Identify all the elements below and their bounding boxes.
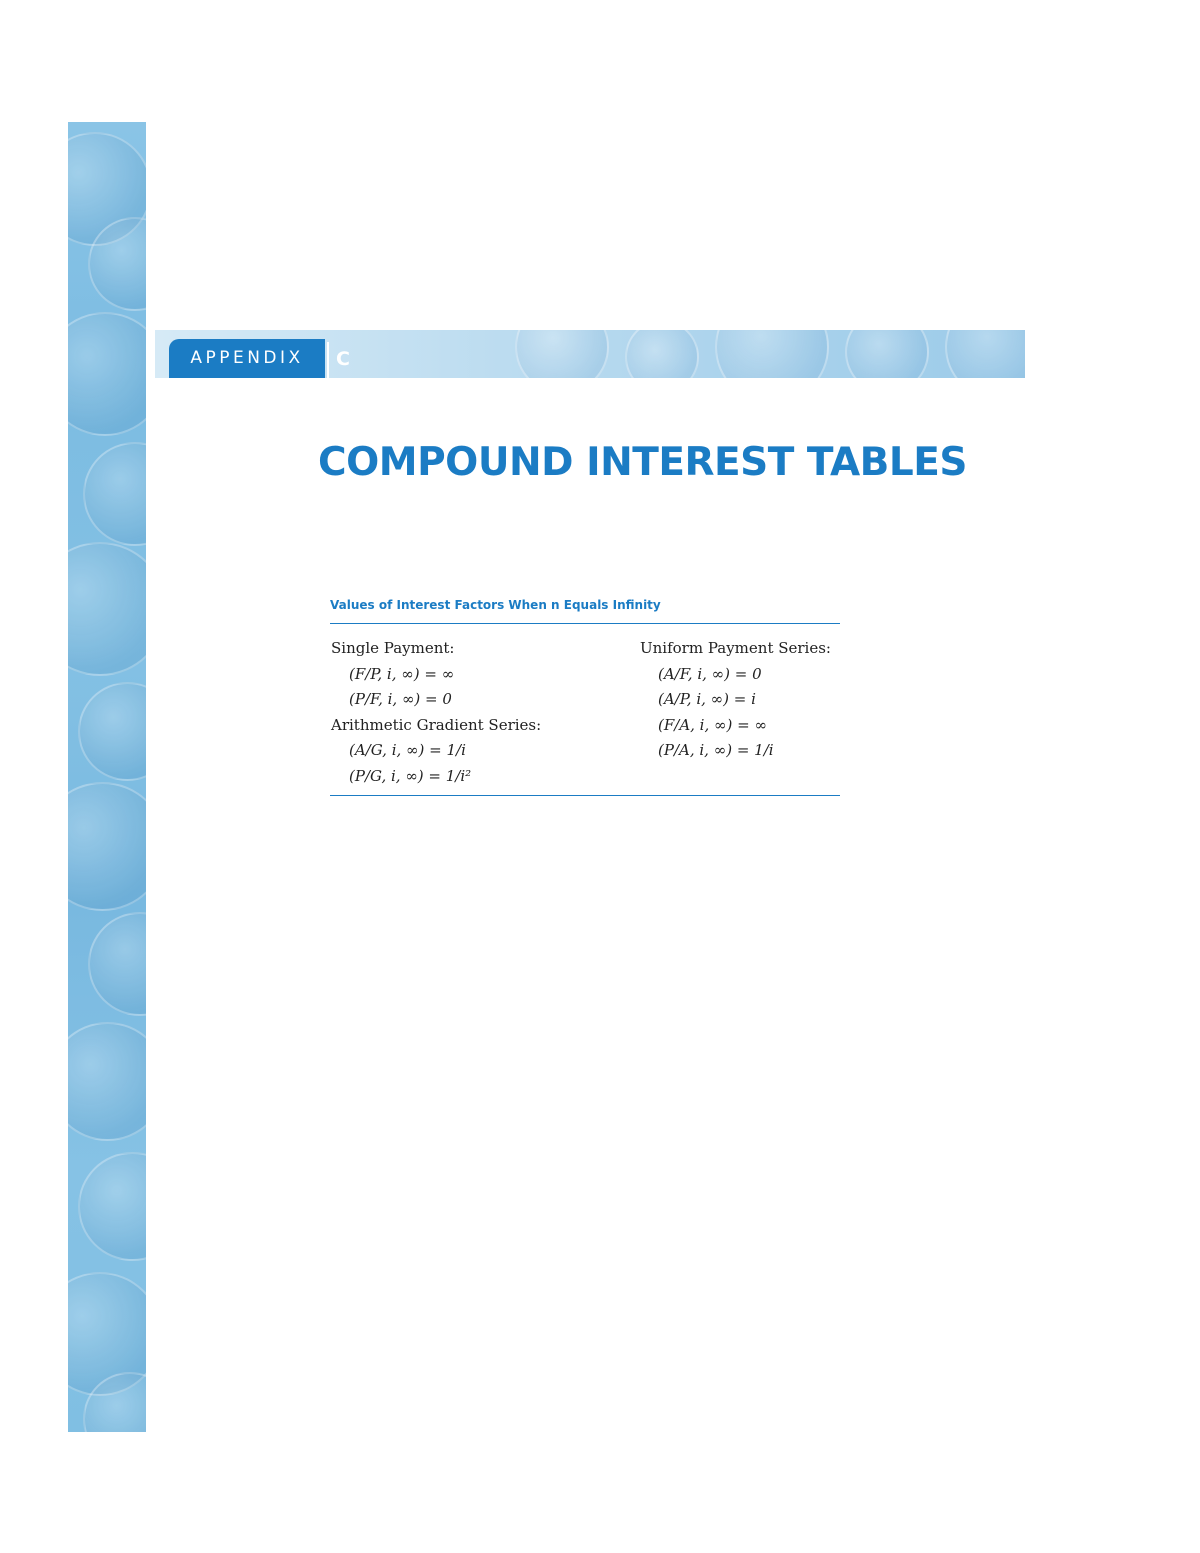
- table-bottom-rule: [330, 795, 840, 796]
- formula-pf: (P/F, i, ∞) = 0: [349, 690, 452, 708]
- table-caption-text: Values of Interest Factors When n Equals Infinity: [330, 598, 661, 612]
- right-column: [640, 636, 831, 764]
- formula-fp: (F/P, i, ∞) = ∞: [349, 664, 455, 683]
- table-caption: [330, 598, 661, 612]
- formula-ag: (A/G, i, ∞) = 1/i: [349, 741, 466, 759]
- appendix-letter: C: [336, 348, 350, 370]
- formula-fa: (F/A, i, ∞) = ∞: [658, 715, 767, 734]
- uniform-payment-heading: Uniform Payment Series:: [640, 639, 831, 657]
- arithmetic-gradient-heading: Arithmetic Gradient Series:: [331, 715, 542, 734]
- appendix-divider: [327, 342, 329, 378]
- formula-pa: (P/A, i, ∞) = 1/i: [658, 741, 774, 759]
- appendix-tab: [169, 339, 325, 378]
- table-top-rule: [330, 623, 840, 624]
- left-column: [331, 636, 541, 789]
- appendix-banner: [155, 330, 1025, 378]
- single-payment-heading: Single Payment:: [331, 639, 455, 657]
- formula-ap: (A/P, i, ∞) = i: [658, 690, 756, 708]
- page-title: COMPOUND INTEREST TABLES: [318, 440, 967, 485]
- appendix-label: APPENDIX: [190, 348, 304, 368]
- formula-af: (A/F, i, ∞) = 0: [658, 664, 762, 683]
- formula-pg: (P/G, i, ∞) = 1/i²: [349, 766, 472, 785]
- decorative-coin-strip: [68, 122, 146, 1432]
